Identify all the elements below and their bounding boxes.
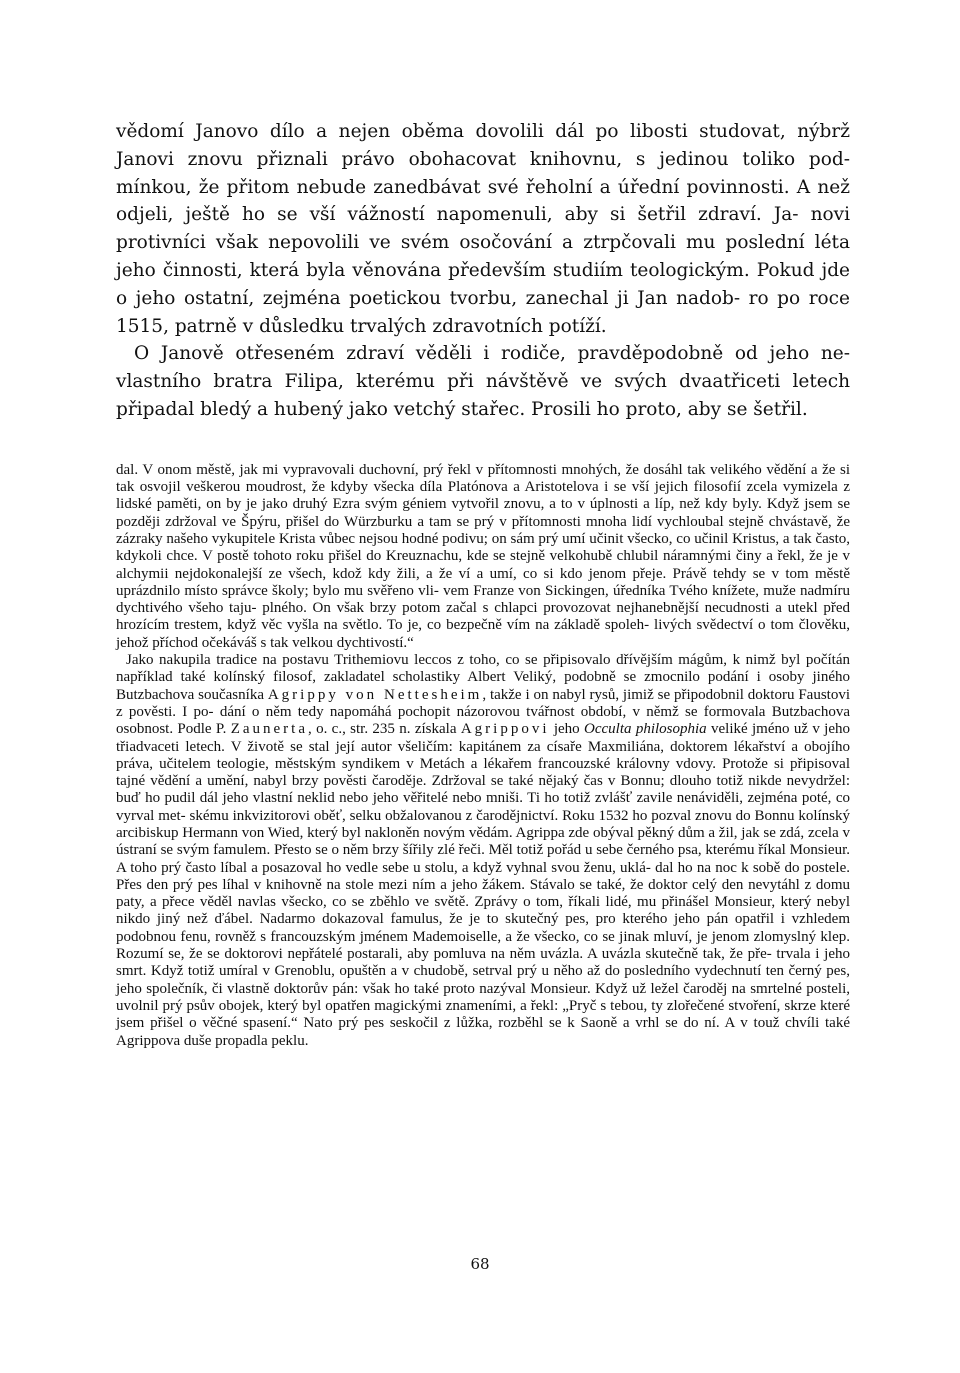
main-paragraph-2: O Janově otřeseném zdraví věděli i rodiče, pravděpodobně od jeho ne- vlastního bratra Filipa, kterému při návštěvě ve svých dvaatřiceti letech připadal bledý a hubený jako vetchý stařec. Prosili ho proto, aby se šetřil. xyxy=(116,343,850,420)
page-content xyxy=(116,118,850,1050)
main-paragraph-1: vědomí Janovo dílo a nejen oběma dovolili dál po libosti studovat, nýbrž Janovi znovu přiznali právo obohacovat knihovnu, s jedinou toliko pod- mínkou, že přitom nebude zanedbávat své řeholní a úřední povinnosti. A než odjeli, ještě ho se vší vážností napomenuli, aby si šetřil zdraví. Ja- novi protivníci však nepovolili ve svém osočování a ztrpčovali mu poslední léta jeho činnosti, která byla věnována především studiím teologickým. Pokud jde o jeho ostatní, zejména poetickou tvorbu, zanechal ji Jan nadob- ro po roce 1515, patrně v důsledku trvalých zdravotních potíží. xyxy=(116,121,850,337)
footnotes xyxy=(116,462,850,1050)
footnote-text-segment: veliké jméno už v jeho třiadvaceti letech. V životě se stal její autor všeličím: kapitánem za císaře Maxmiliána, doktorem lékařství a obojího práva, učitelem teologie, městským syndikem v Metách a lékařem francouzské královny vdovy. Protože si připisoval tajné vědění a umění, nabyl brzy pověsti čaroděje. Zdržoval se také nějaký čas v Bonnu; dlouho totiž nikde nevydržel: buď ho pudil dál jeho vlastní neklid nebo jeho věřitelé nebo mniši. Ti ho totiž zvlášť zavile nenáviděli, zejména poté, co vyrval met- skému inkvizitorovi oběť, selku obžalovanou z čarodějnictví. Roku 1532 ho pozval znovu do Bonnu kolínský arcibiskup Hermann von Wied, který byl nakloněn novým vědám. Agrippa zde obýval pěkný dům a žil, jak se zdá, zcela v ústraní se svým famulem. Přesto se o něm brzy šířily zlé řeči. Měl totiž pořád u sebe černého psa, kterému říkal Monsieur. A toho prý často líbal a posazoval ho vedle sebe u stolu, a když vyhnal svou ženu, uklá- dal ho na noc k sobě do postele. Přes den prý pes líhal v knihovně na stole mezi ním a jeho žákem. Stávalo se také, že doktor celý den nevytáhl z domu paty, a přece věděl navlas všecko, co se zběhlo ve světě. Zprávy o tom, říkali lidé, mu přinášel Monsieur, který nebyl nikdo jiný než ďábel. Nadarmo dokazoval famulus, že je to skutečný pes, pro kterého jeho pán opatřil i vzhledem podobnou fenu, rovněž s francouzským jménem Mademoiselle, a že všecko, co se jinak mluví, je jenom zlomyslný klep. Rozumí se, že se doktorovi nepřátelé postarali, aby pomluva na něm uvázla. A uvázla skutečně tak, že pře- trvala i jeho smrt. Když totiž umíral v Grenoblu, opuštěn a v chudobě, setrval prý u něho až do posledního vydechnutí ten černý pes, jeho společník, či vlastně doktorův pán: však ho také proto nazýval Monsieur. Když už ležel čaroděj na smrtelné posteli, uvolnil prý psův obojek, který byl opatřen magickými znameními, a řekl: „Pryč s tebou, ty zlořečené stvoření, skrze které jsem přišel o věčné spasení.“ Nato prý pes seskočil z lůžka, rozběhl se k Saoně a vrhl se do ní. A v touž chvíli také Agrippova duše propadla peklu. xyxy=(116,721,850,1049)
person-name-agrippa-von-nettesheim: Agrippy von Nettesheim xyxy=(267,686,483,703)
page-number: 68 xyxy=(470,1255,490,1273)
work-title-occulta-philosophia: Occulta philosophia xyxy=(584,721,707,738)
main-text xyxy=(116,118,850,424)
person-name-zaunert: Zaunerta xyxy=(230,721,309,738)
footnote-paragraph-2 xyxy=(116,652,850,1050)
footnote-text-segment: , o. c., str. 235 n. získala xyxy=(308,721,461,738)
footnote-text-segment: Jako nakupila tradice na postavu Trithemiovu leccos z toho, co se připisovalo dřívějším mágům, k nimž byl počítán například také kolínský filosof, zakladatel scholastiky Albert Veliký, podobně se zmocnilo podání i osoby jiného Butzbachova současníka xyxy=(116,652,850,703)
person-name-agrippa: Agrippovi xyxy=(460,721,550,738)
footnote-text-segment: , takže i on nabyl rysů, jimiž se připodobnil doktoru Faustovi z pověsti. I po- dání o něm tedy napomáhá pochopit názorovou tvářnost období, v němž se formovala Butzbachova osobnost. Podle P. xyxy=(116,686,850,738)
footnote-paragraph-1: dal. V onom městě, jak mi vypravovali duchovní, prý řekl v přítomnosti mnohých, že dosáhl tak velikého vědění a že si tak osvojil veškerou moudrost, že kdyby všecka díla Platónova a Aristotelova i se vší jejich filosofií zcela vymizela z lidské paměti, on by je jako druhý Ezra svým géniem vytvořil znovu, a to v úplnosti a líp, než kdy byly. Když jsem se později zdržoval ve Špýru, přišel do Würzburku a tam se prý v přítomnosti mnoha lidí vychloubal stejně chvástavě, že zázraky našeho vykupitele Krista vůbec nejsou hodné podivu; on sám prý umí učinit všecko, co učinil Kristus, a tak často, kdykoli chce. V postě tohoto roku přišel do Kreuznachu, kde se stejně velkohubě chlubil náramnými činy a řekl, že je v alchymii nejdokonalejší ze všech, kdož kdy žili, a že ví a umí, co si kdo jenom přeje. Právě tehdy se v tom městě uprázdnilo místo správce školy; bylo mu svěřeno vli- vem Franze von Sickingen, úředníka Tvého knížete, muže nadmíru dychtivého všeho taju- plného. On však brzy potom začal s chlapci provozovat nejhanebnější necudnosti a utekl před hrozícím trestem, když věc vyšla na světlo. To je, co bezpečně vím na základě spoleh- livých svědectví o tom člověku, jehož příchod očekáváš s tak velkou dychtivostí.“ xyxy=(116,461,850,651)
footnote-text-segment: jeho xyxy=(549,721,585,738)
